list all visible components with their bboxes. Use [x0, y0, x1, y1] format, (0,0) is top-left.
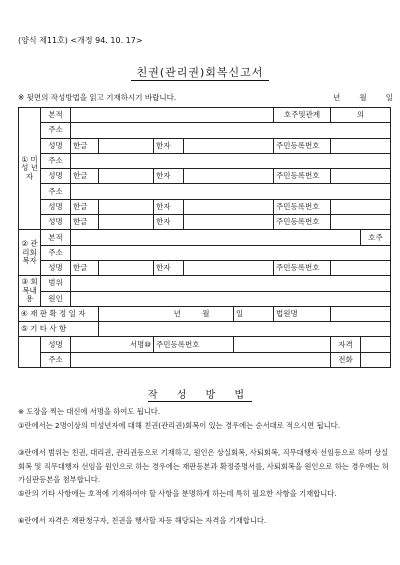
- label-rrn: 주민등록번호: [274, 199, 331, 214]
- label-hanja: 한자: [154, 260, 184, 275]
- label-phone: 전화: [331, 352, 361, 367]
- field-recoverer-name-hangeul[interactable]: [99, 260, 154, 275]
- label-hangeul: 한글: [71, 138, 99, 153]
- label-hangeul: 한글: [71, 215, 99, 230]
- report-form-table: [18, 107, 391, 368]
- field-rrn-2[interactable]: [331, 169, 391, 184]
- note-3: ③란에서 범위는 친권, 대리권, 관리권등으로 기재하고, 원인은 상실회복, 사퇴회복, 직무대행자 선임등으로 하며 상실회복 및 직무대행자 선임을 원인으로 하는 경우에는 재판등본과 확정증명서를, 사퇴회복을 원인으로 하는 경우에는 허가심판등본을 첨부합니다.: [18, 448, 389, 485]
- label-signature: 서명⑩: [129, 339, 151, 349]
- label-juso: 주소: [41, 153, 71, 168]
- field-name-hanja-1[interactable]: [184, 138, 274, 153]
- field-rrn-4[interactable]: [331, 215, 391, 230]
- label-hanja: 한자: [154, 138, 184, 153]
- label-name: 성명: [41, 169, 71, 184]
- label-name: 성명: [41, 215, 71, 230]
- label-reporter-rrn: 주민등록번호: [154, 337, 234, 352]
- page-title: 친권(관리권)회복신고서: [0, 64, 400, 80]
- field-other-matters[interactable]: [99, 322, 391, 337]
- section-recovery-content-label: ③ 회복내용: [19, 276, 41, 307]
- report-date: [333, 92, 393, 103]
- field-scope[interactable]: [71, 276, 391, 291]
- date-month-label: 월: [359, 93, 367, 102]
- label-court-name: 법원명: [274, 306, 331, 321]
- section-recoverer-label: ② 관리회복자: [19, 230, 41, 276]
- field-minor-address-3[interactable]: [71, 184, 391, 199]
- note-5: ⑥란에서 자격은 재판청구자, 친권을 행사할 자등 해당되는 자격을 기재합니다.: [18, 516, 267, 525]
- field-minor-address-1[interactable]: [71, 123, 391, 138]
- label-hangeul: 한글: [71, 169, 99, 184]
- label-qualification: 자격: [331, 337, 361, 352]
- label-juso: 주소: [41, 123, 71, 138]
- note-1: ※ 도장을 찍는 대신에 서명을 하여도 됩니다.: [18, 407, 161, 416]
- field-recoverer-rrn[interactable]: [331, 260, 391, 275]
- label-hoju-relation: 호주및관계: [274, 108, 331, 123]
- section-reporter-label: [19, 337, 41, 368]
- date-day-label: 일: [385, 93, 393, 102]
- writing-method-title: 작 성 방 법: [147, 390, 253, 401]
- section-minor-label: ① 미 성 년 자: [19, 108, 41, 230]
- judgment-day-cell[interactable]: [234, 306, 274, 321]
- form-number-header: (양식 제11호) <개정 94. 10. 17>: [18, 36, 143, 45]
- label-hanja: 한자: [154, 199, 184, 214]
- field-minor-bonjeok[interactable]: [71, 108, 274, 123]
- field-court-name[interactable]: [331, 306, 391, 321]
- label-scope: 범위: [41, 276, 71, 291]
- label-rrn: 주민등록번호: [274, 138, 331, 153]
- field-reporter-address[interactable]: [71, 352, 331, 367]
- label-juso: 주소: [41, 184, 71, 199]
- note-2: ①란에서는 2명이상의 미성년자에 대해 친권(관리권)회복이 있는 경우에는 순서대로 적으시면 됩니다.: [18, 421, 341, 430]
- field-rrn-3[interactable]: [331, 199, 391, 214]
- field-name-hanja-2[interactable]: [184, 169, 274, 184]
- field-cause[interactable]: [71, 291, 391, 306]
- field-judgment-date[interactable]: [99, 306, 234, 321]
- label-rrn: 주민등록번호: [274, 169, 331, 184]
- label-ui: 의: [356, 110, 365, 120]
- field-recoverer-address[interactable]: [71, 245, 391, 260]
- field-phone[interactable]: [361, 352, 391, 367]
- label-reporter-name: 성명: [41, 337, 71, 352]
- label-cause: 원인: [41, 291, 71, 306]
- label-other-matters: ⑤ 기 타 사 항: [19, 322, 99, 337]
- field-hoju-relation[interactable]: [331, 108, 391, 123]
- label-name: 성명: [41, 138, 71, 153]
- field-name-hanja-4[interactable]: [184, 215, 274, 230]
- field-reporter-rrn[interactable]: [234, 337, 331, 352]
- field-recoverer-bonjeok[interactable]: [71, 230, 361, 245]
- field-name-hangeul-2[interactable]: [99, 169, 154, 184]
- label-hanja: 한자: [154, 215, 184, 230]
- judgment-month-label: 월: [202, 309, 210, 318]
- judgment-year-label: 년: [173, 309, 181, 318]
- judgment-day-label: 일: [236, 309, 244, 318]
- label-bonjeok: 본적: [41, 230, 71, 245]
- field-minor-address-2[interactable]: [71, 153, 391, 168]
- field-name-hanja-3[interactable]: [184, 199, 274, 214]
- field-name-hangeul-1[interactable]: [99, 138, 154, 153]
- label-hoju: 호주: [361, 230, 391, 245]
- field-rrn-1[interactable]: [331, 138, 391, 153]
- label-reporter-address: 주소: [41, 352, 71, 367]
- field-reporter-name[interactable]: [71, 337, 154, 352]
- field-qualification[interactable]: [361, 337, 391, 352]
- instruction-text: ※ 뒷면의 작성방법을 읽고 기재하시기 바랍니다.: [18, 93, 177, 102]
- label-rrn: 주민등록번호: [274, 215, 331, 230]
- date-year-label: 년: [333, 93, 341, 102]
- field-name-hangeul-4[interactable]: [99, 215, 154, 230]
- label-hangeul: 한글: [71, 260, 99, 275]
- label-juso: 주소: [41, 245, 71, 260]
- label-name: 성명: [41, 199, 71, 214]
- field-recoverer-name-hanja[interactable]: [184, 260, 274, 275]
- label-hanja: 한자: [154, 169, 184, 184]
- label-name: 성명: [41, 260, 71, 275]
- label-bonjeok: 본적: [41, 108, 71, 123]
- label-judgment-date: ④ 재 판 확 정 일 자: [19, 306, 99, 321]
- label-rrn: 주민등록번호: [274, 260, 331, 275]
- field-name-hangeul-3[interactable]: [99, 199, 154, 214]
- note-4: ⑤란의 기타 사항에는 호적에 기재하여야 할 사항을 분명하게 하는데 특히 필요한 사항을 기재합니다.: [18, 489, 337, 498]
- label-hangeul: 한글: [71, 199, 99, 214]
